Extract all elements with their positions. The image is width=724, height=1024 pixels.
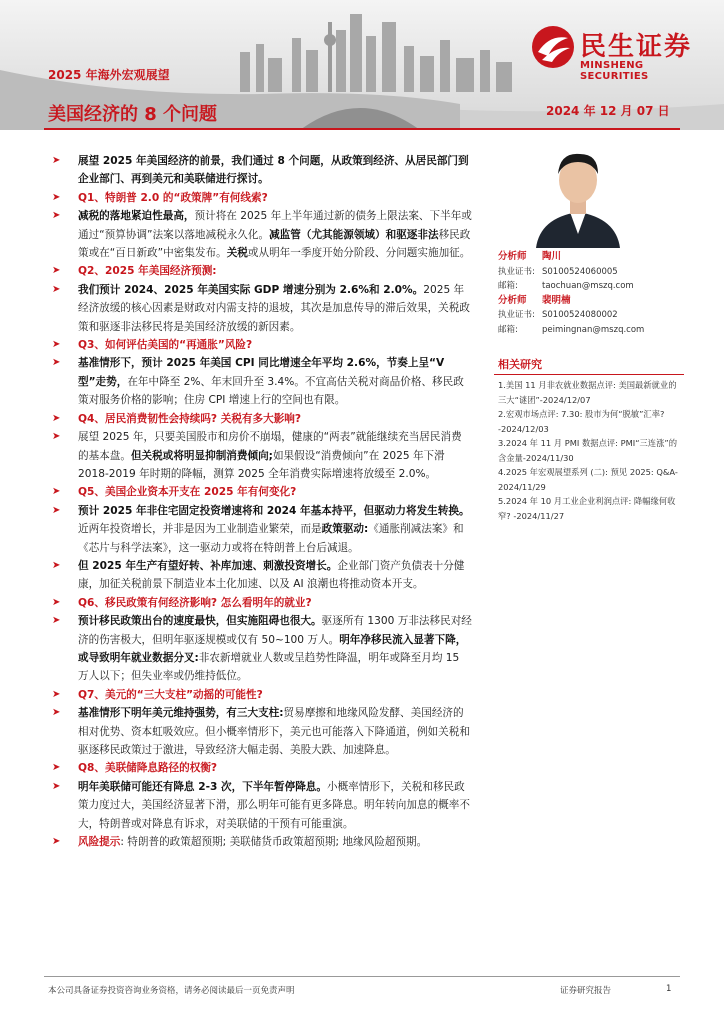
question-heading: ➤ Q3、如何评估美国的“再通胀”风险? <box>48 336 472 354</box>
analyst-cert-row: 执业证书: S0100524080002 <box>498 310 618 321</box>
analyst-info <box>498 250 688 338</box>
arrow-bullet-icon: ➤ <box>52 412 61 424</box>
analyst-photo <box>530 138 626 248</box>
related-research-item[interactable]: 5.2024 年 10 月工业企业利润点评: 降幅缘何收窄? -2024/11/27 <box>498 496 676 521</box>
analyst-email-row: 邮箱: taochuan@mszq.com <box>498 281 634 292</box>
arrow-bullet-icon: ➤ <box>52 431 61 443</box>
arrow-bullet-icon: ➤ <box>52 707 61 719</box>
report-title: 美国经济的 8 个问题 <box>48 104 218 125</box>
related-research-item[interactable]: 4.2025 年宏观展望系列 (二): 预见 2025: Q&A-2024/11/29 <box>498 467 678 492</box>
question-heading: ➤ Q2、2025 年美国经济预测: <box>48 262 472 280</box>
analyst-email-link[interactable]: peimingnan@mszq.com <box>542 324 645 335</box>
arrow-bullet-icon: ➤ <box>52 559 61 571</box>
summary-paragraph: ➤ 但 2025 年生产有望好转、补库加速、刺激投资增长。企业部门资产负债表十分健康，加征关税前景下制造业本土化加速、以及 AI 浪潮也将推动资本开支。 <box>48 557 472 594</box>
summary-paragraph: ➤ 预计移民政策出台的速度最快，但实施阻碍也很大。驱逐所有 1300 万非法移民对经济的伤害极大，但明年驱逐规模或仅有 50~100 万人。明年净移民流入显著下降，或导致明年就业数据分叉:非农新增就业人数或呈趋势性降温，明年或降至月均 15 万人以下；但失业率或仍维持低位。 <box>48 612 472 686</box>
summary-paragraph: ➤ 我们预计 2024、2025 年美国实际 GDP 增速分别为 2.6%和 2.0%。2025 年经济放缓的核心因素是财政对内需支持的退坡，其次是加息传导的滞后效果，关税政策和驱逐非法移民将是美国经济放缓的新因素。 <box>48 281 472 336</box>
page-number: 1 <box>666 984 672 994</box>
related-research-item[interactable]: 3.2024 年 11 月 PMI 数据点评: PMI“三连涨”的含金量-2024/11/30 <box>498 438 677 463</box>
arrow-bullet-icon: ➤ <box>52 265 61 277</box>
arrow-bullet-icon: ➤ <box>52 780 61 792</box>
logo-chinese-name: 民生证券 <box>580 32 693 62</box>
arrow-bullet-icon: ➤ <box>52 357 61 369</box>
report-date: 2024 年 12 月 07 日 <box>546 104 670 118</box>
analyst-name-row: 分析师 陶川 <box>498 251 562 262</box>
minsheng-logo <box>530 24 710 80</box>
arrow-bullet-icon: ➤ <box>52 596 61 608</box>
risk-warning: ➤ 风险提示: 特朗普的政策超预期; 美联储货币政策超预期; 地缘风险超预期。 <box>48 833 472 851</box>
question-heading: ➤ Q6、移民政策有何经济影响? 怎么看明年的就业? <box>48 594 472 612</box>
related-research-divider <box>494 374 684 375</box>
summary-paragraph: ➤ 展望 2025 年美国经济的前景，我们通过 8 个问题，从政策到经济、从居民部门到企业部门、再到美元和美联储进行探讨。 <box>48 152 472 189</box>
arrow-bullet-icon: ➤ <box>52 283 61 295</box>
analyst-name-row: 分析师 裴明楠 <box>498 294 571 306</box>
analyst-portrait-image <box>530 138 626 248</box>
arrow-bullet-icon: ➤ <box>52 339 61 351</box>
related-research-list <box>498 378 684 523</box>
footer-report-type: 证券研究报告 <box>560 986 612 996</box>
analyst-email-link[interactable]: taochuan@mszq.com <box>542 281 634 292</box>
question-heading: ➤ Q1、特朗普 2.0 的“政策牌”有何线索? <box>48 189 472 207</box>
question-heading: ➤ Q4、居民消费韧性会持续吗? 关税有多大影响? <box>48 410 472 428</box>
arrow-bullet-icon: ➤ <box>52 486 61 498</box>
related-research-item[interactable]: 2.宏观市场点评: 7.30: 股市为何“脱敏”汇率? -2024/12/03 <box>498 409 665 434</box>
related-research-item[interactable]: 1.美国 11 月非农就业数据点评: 美国最新就业的三大“谜团”-2024/12/07 <box>498 380 677 405</box>
header-divider <box>44 128 680 130</box>
analyst-cert-row: 执业证书: S0100524060005 <box>498 266 618 277</box>
arrow-bullet-icon: ➤ <box>52 504 61 516</box>
footer-divider <box>44 976 680 977</box>
summary-paragraph: ➤ 预计 2025 年非住宅固定投资增速将和 2024 年基本持平，但驱动力将发生转换。近两年投资增长，并非是因为工业制造业繁荣，而是政策驱动:《通胀削减法案》和《芯片与科学法案》，这一驱动力或将在特朗普上台后减退。 <box>48 502 472 557</box>
logo-english-name: MINSHENG SECURITIES <box>580 60 649 82</box>
arrow-bullet-icon: ➤ <box>52 615 61 627</box>
summary-paragraph: ➤ 基准情形下明年美元维持强势，有三大支柱:贸易摩擦和地缘风险发酵、美国经济的相对优势、资本虹吸效应。但小概率情形下，美元也可能落入下降通道，例如关税和驱逐移民政策过于激进，导致经济大幅走弱、美股大跌、加速降息。 <box>48 704 472 759</box>
question-heading: ➤ Q5、美国企业资本开支在 2025 年有何变化? <box>48 483 472 501</box>
arrow-bullet-icon: ➤ <box>52 762 61 774</box>
arrow-bullet-icon: ➤ <box>52 210 61 222</box>
header-banner <box>0 0 724 130</box>
summary-paragraph: ➤ 减税的落地紧迫性最高，预计将在 2025 年上半年通过新的债务上限法案、下半年或通过“预算协调”法案以落地减税永久化。减监管（尤其能源领域）和驱逐非法移民政策或在“百日新政”中密集发布。关税或从明年一季度开始分阶段、分问题实施加征。 <box>48 207 472 262</box>
question-heading: ➤ Q8、美联储降息路径的权衡? <box>48 759 472 777</box>
summary-body <box>48 152 472 851</box>
summary-paragraph: ➤ 明年美联储可能还有降息 2-3 次，下半年暂停降息。小概率情形下，关税和移民政策力度过大，美国经济显著下滑，那么明年可能有更多降息。明年转向加息的概率不大，特朗普或对降息有诉求，对美联储的干预有可能重演。 <box>48 778 472 833</box>
arrow-bullet-icon: ➤ <box>52 155 61 166</box>
report-series: 2025 年海外宏观展望 <box>48 68 170 82</box>
footer-disclaimer: 本公司具备证券投资咨询业务资格，请务必阅读最后一页免责声明 <box>48 986 295 996</box>
summary-paragraph: ➤ 展望 2025 年，只要美国股市和房价不崩塌，健康的“两表”就能继续充当居民消费的基本盘。但关税或将明显抑制消费倾向;如果假设“消费倾向”在 2025 年下滑 2018-2019 年时期的降幅，测算 2025 全年消费实际增速将放缓至 2.0%。 <box>48 428 472 483</box>
arrow-bullet-icon: ➤ <box>52 688 61 700</box>
logo-mark-icon <box>530 24 576 70</box>
question-heading: ➤ Q7、美元的“三大支柱”动摇的可能性? <box>48 686 472 704</box>
arrow-bullet-icon: ➤ <box>52 191 61 203</box>
summary-paragraph: ➤ 基准情形下，预计 2025 年美国 CPI 同比增速全年平均 2.6%，节奏上呈“V 型”走势，在年中降至 2%、年末回升至 3.4%。不宜高估关税对商品价格、移民政策对服务价格的影响；住房 CPI 增速上行的空间也有限。 <box>48 354 472 409</box>
analyst-email-row: 邮箱: peimingnan@mszq.com <box>498 324 645 335</box>
arrow-bullet-icon: ➤ <box>52 836 61 848</box>
related-research-title: 相关研究 <box>498 358 542 371</box>
